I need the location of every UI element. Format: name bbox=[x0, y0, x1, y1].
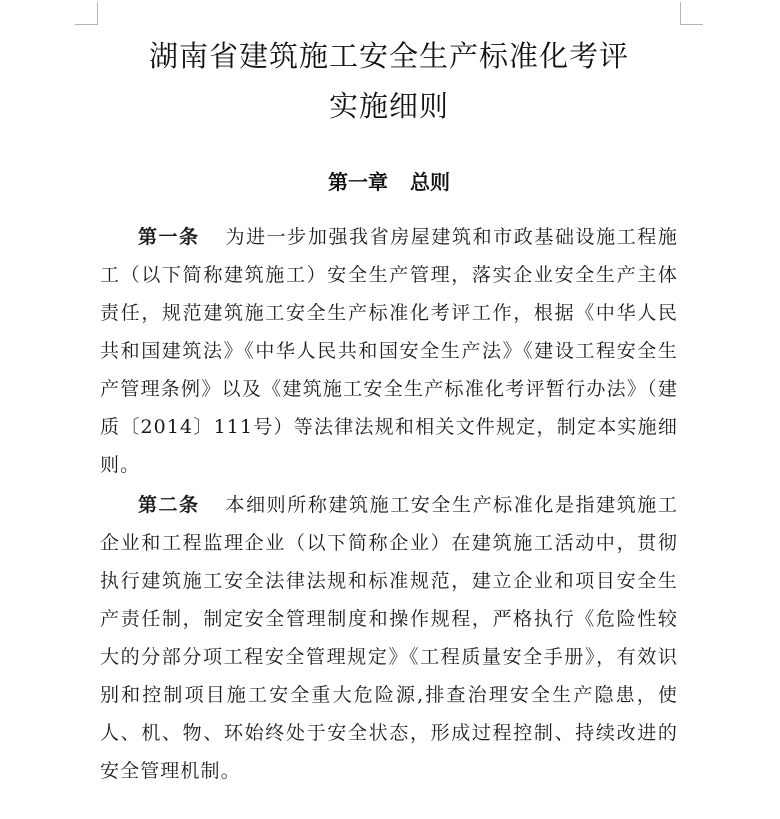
document-title-line-1: 湖南省建筑施工安全生产标准化考评 bbox=[148, 39, 629, 73]
chapter-name: 总则 bbox=[410, 170, 450, 194]
article-2 bbox=[100, 486, 678, 790]
article-2-heading: 第二条 bbox=[138, 494, 200, 516]
article-1-heading: 第一条 bbox=[138, 226, 200, 248]
document-title-line-2: 实施细则 bbox=[328, 89, 449, 123]
article-1-text: 为进一步加强我省房屋建筑和市政基础设施工程施工（以下简称建筑施工）安全生产管理，落实企业安全生产主体责任，规范建筑施工安全生产标准化考评工作，根据《中华人民共和国建筑法》《中华人民共和国安全生产法》《建设工程安全生产管理条例》以及《建筑施工安全生产标准化考评暂行办法》（建质〔2014〕111号）等法律法规和相关文件规定，制定本实施细则。 bbox=[100, 226, 678, 476]
chapter-number: 第一章 bbox=[328, 170, 388, 194]
article-1 bbox=[100, 218, 678, 484]
page-margin-corner-left bbox=[75, 2, 98, 25]
page-margin-corner-right bbox=[680, 2, 703, 25]
article-2-text: 本细则所称建筑施工安全生产标准化是指建筑施工企业和工程监理企业（以下简称企业）在建筑施工活动中，贯彻执行建筑施工安全法律法规和标准规范，建立企业和项目安全生产责任制，制定安全管理制度和操作规程，严格执行《危险性较大的分部分项工程安全管理规定》《工程质量安全手册》，有效识别和控制项目施工安全重大危险源,排查治理安全生产隐患，使人、机、物、环始终处于安全状态，形成过程控制、持续改进的安全管理机制。 bbox=[100, 494, 678, 782]
chapter-heading bbox=[100, 166, 678, 195]
